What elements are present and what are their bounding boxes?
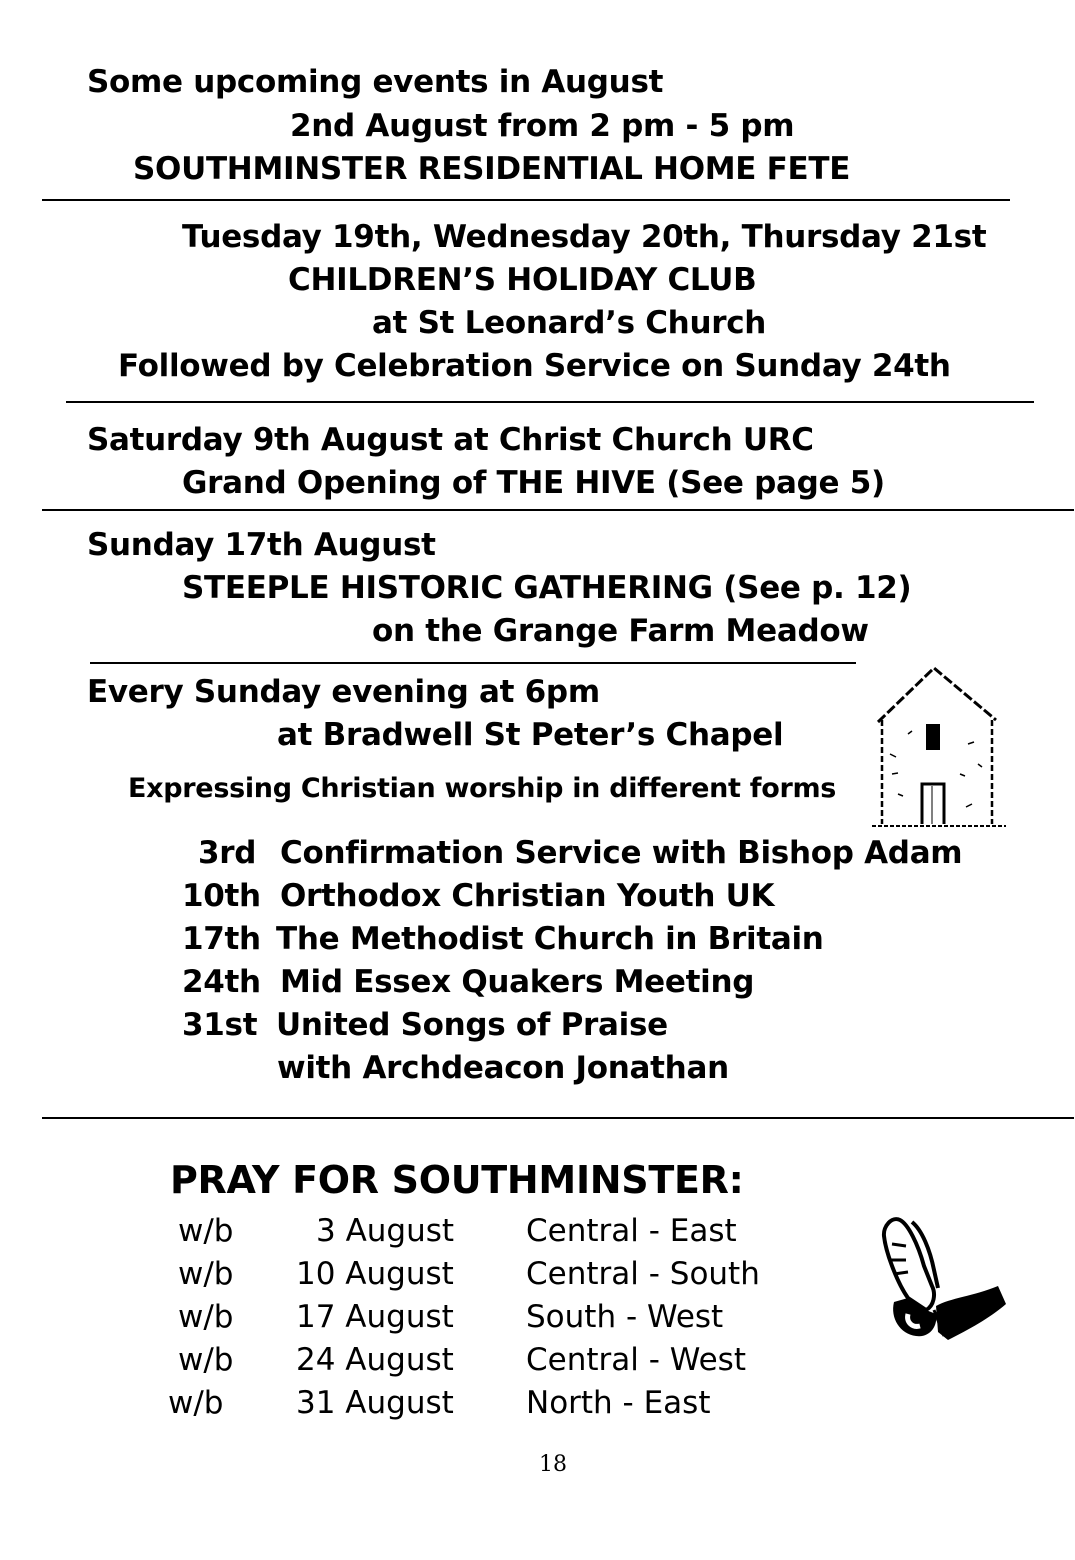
event-holiday-club-dates: Tuesday 19th, Wednesday 20th, Thursday 21st	[182, 219, 987, 255]
divider	[66, 401, 1034, 403]
divider	[42, 509, 1074, 511]
sundays-tagline: Expressing Christian worship in different forms	[128, 773, 837, 804]
pray-wb: w/b	[178, 1342, 234, 1378]
pray-area: Central - South	[526, 1256, 760, 1292]
pray-week: 10 August	[296, 1256, 454, 1292]
schedule-day: 31st	[182, 1007, 258, 1043]
pray-area: Central - East	[526, 1213, 737, 1249]
schedule-text: Mid Essex Quakers Meeting	[280, 964, 755, 1000]
page-heading: Some upcoming events in August	[87, 64, 664, 100]
event-holiday-club-name: CHILDREN’S HOLIDAY CLUB	[288, 262, 757, 298]
pray-week: 24 August	[296, 1342, 454, 1378]
pray-wb: w/b	[178, 1299, 234, 1335]
chapel-drawing-icon	[868, 664, 1010, 832]
event-holiday-club-venue: at St Leonard’s Church	[372, 305, 767, 341]
event-steeple-venue: on the Grange Farm Meadow	[372, 613, 869, 649]
schedule-text: Orthodox Christian Youth UK	[280, 878, 775, 914]
event-steeple-date: Sunday 17th August	[87, 527, 436, 563]
divider	[42, 1117, 1074, 1119]
sundays-venue: at Bradwell St Peter’s Chapel	[277, 717, 784, 753]
pray-wb: w/b	[178, 1256, 234, 1292]
divider	[42, 199, 1010, 201]
schedule-day: 17th	[182, 921, 261, 957]
schedule-day: 10th	[182, 878, 261, 914]
praying-hands-icon	[878, 1214, 1012, 1346]
pray-week: 17 August	[296, 1299, 454, 1335]
schedule-text-continued: with Archdeacon Jonathan	[277, 1050, 729, 1086]
schedule-text: Confirmation Service with Bishop Adam	[280, 835, 963, 871]
divider	[90, 662, 856, 664]
schedule-text: The Methodist Church in Britain	[276, 921, 824, 957]
pray-wb: w/b	[168, 1385, 224, 1421]
schedule-day: 24th	[182, 964, 261, 1000]
pray-title: PRAY FOR SOUTHMINSTER:	[170, 1158, 744, 1202]
pray-week: 3 August	[316, 1213, 455, 1249]
page-number: 18	[539, 1452, 567, 1477]
event-hive-date: Saturday 9th August at Christ Church URC	[87, 422, 814, 458]
pray-week: 31 August	[296, 1385, 454, 1421]
event-holiday-club-followup: Followed by Celebration Service on Sunday 24th	[118, 348, 951, 384]
event-fete-date: 2nd August from 2 pm - 5 pm	[290, 108, 795, 144]
schedule-day: 3rd	[198, 835, 257, 871]
pray-area: South - West	[526, 1299, 724, 1335]
schedule-text: United Songs of Praise	[276, 1007, 668, 1043]
event-steeple-name: STEEPLE HISTORIC GATHERING (See p. 12)	[182, 570, 912, 606]
sundays-heading: Every Sunday evening at 6pm	[87, 674, 600, 710]
pray-area: North - East	[526, 1385, 711, 1421]
pray-wb: w/b	[178, 1213, 234, 1249]
event-fete-name: SOUTHMINSTER RESIDENTIAL HOME FETE	[133, 151, 851, 187]
pray-area: Central - West	[526, 1342, 746, 1378]
event-hive-name: Grand Opening of THE HIVE (See page 5)	[182, 465, 885, 501]
